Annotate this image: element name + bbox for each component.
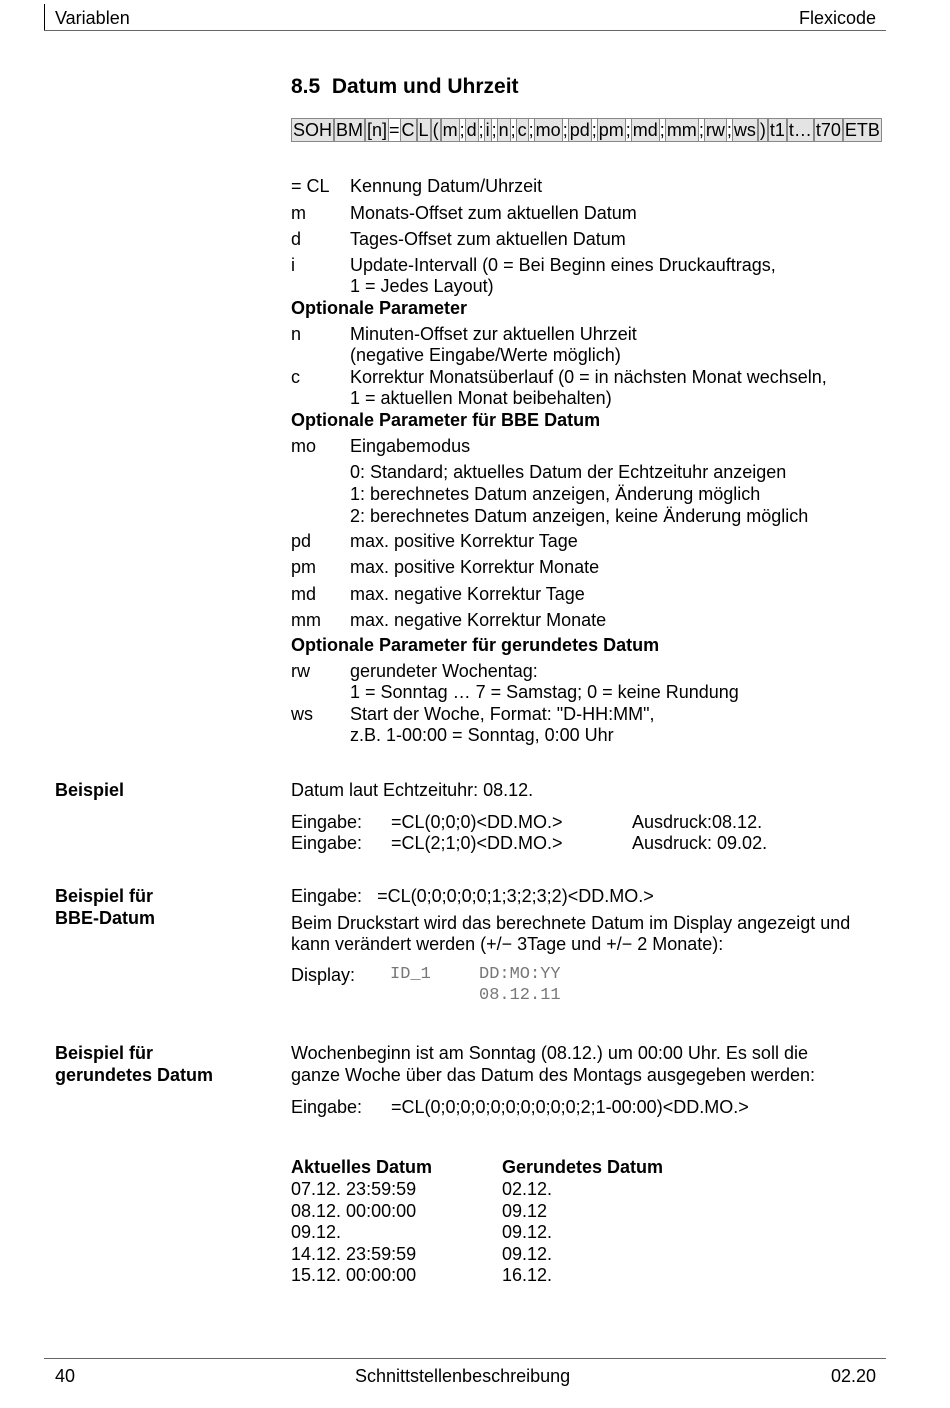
header-right: Flexicode bbox=[798, 8, 876, 28]
example-input-label: Eingabe: bbox=[291, 812, 363, 832]
example-input-code: =CL(2;1;0)<DD.MO.> bbox=[391, 833, 563, 853]
param-key: n bbox=[291, 324, 302, 344]
footer-date: 02.20 bbox=[830, 1366, 876, 1386]
table-cell-current: 08.12. 00:00:00 bbox=[291, 1200, 417, 1221]
syntax-token: BM bbox=[336, 120, 364, 140]
example-output: Ausdruck: 09.02. bbox=[632, 833, 768, 853]
param-heading: Optionale Parameter für BBE Datum bbox=[291, 410, 601, 430]
syntax-token: ; bbox=[625, 120, 631, 140]
syntax-token: ; bbox=[510, 120, 516, 140]
example-output: Ausdruck:08.12. bbox=[632, 812, 763, 832]
example-bbe-label: Beispiel für bbox=[55, 886, 154, 906]
param-key: i bbox=[291, 255, 295, 275]
example-bbe-input: Eingabe: =CL(0;0;0;0;0;1;3;2;3;2)<DD.MO.> bbox=[291, 886, 654, 906]
syntax-token: pd bbox=[569, 120, 590, 140]
syntax-token: = bbox=[389, 120, 400, 140]
table-cell-rounded: 02.12. bbox=[502, 1179, 553, 1199]
syntax-token: i bbox=[485, 120, 490, 140]
syntax-token: m bbox=[442, 120, 458, 140]
example-rounded-label-2: gerundetes Datum bbox=[55, 1065, 214, 1085]
display-value: 08.12.11 bbox=[479, 986, 561, 1005]
param-description-cont: (negative Eingabe/Werte möglich) bbox=[350, 345, 621, 365]
param-description-cont: z.B. 1-00:00 = Sonntag, 0:00 Uhr bbox=[350, 725, 614, 745]
example-label: Beispiel bbox=[55, 780, 125, 800]
header-left: Variablen bbox=[55, 8, 130, 28]
table-header-current: Aktuelles Datum bbox=[291, 1157, 433, 1177]
param-key: mm bbox=[291, 610, 321, 630]
footer-title: Schnittstellenbeschreibung bbox=[355, 1366, 571, 1386]
syntax-token: n bbox=[498, 120, 509, 140]
footer-divider bbox=[44, 1358, 886, 1359]
param-key: rw bbox=[291, 661, 310, 681]
example-rounded-text-2: ganze Woche über das Datum des Montags ausgegeben werden: bbox=[291, 1065, 816, 1085]
example-input-label: Eingabe: bbox=[291, 833, 363, 853]
param-description: max. positive Korrektur Tage bbox=[350, 531, 578, 551]
table-cell-rounded: 09.12 bbox=[502, 1200, 548, 1221]
syntax-token: [n] bbox=[367, 120, 388, 140]
syntax-token: ETB bbox=[844, 120, 880, 140]
param-description: Eingabemodus bbox=[350, 436, 471, 456]
syntax-token: L bbox=[418, 120, 429, 140]
example-rounded-input-code: =CL(0;0;0;0;0;0;0;0;0;0;2;1-00:00)<DD.MO.> bbox=[391, 1097, 749, 1117]
syntax-token: ; bbox=[726, 120, 732, 140]
display-label: Display: bbox=[291, 965, 356, 985]
syntax-token: pm bbox=[598, 120, 624, 140]
param-heading: Optionale Parameter bbox=[291, 298, 468, 318]
example-bbe-text: Beim Druckstart wird das berechnete Datum im Display angezeigt und bbox=[291, 913, 851, 933]
syntax-token: ws bbox=[733, 120, 756, 140]
page-number: 40 bbox=[55, 1366, 76, 1386]
example-bbe-text-2: kann verändert werden (+/− 3Tage und +/− 2 Monate): bbox=[291, 934, 724, 954]
param-description: Minuten-Offset zur aktuellen Uhrzeit bbox=[350, 324, 637, 344]
param-description: gerundeter Wochentag: bbox=[350, 661, 538, 681]
param-key: pm bbox=[291, 557, 317, 577]
example-rounded-input-label: Eingabe: bbox=[291, 1097, 363, 1117]
header-divider bbox=[44, 30, 886, 31]
table-cell-current: 07.12. 23:59:59 bbox=[291, 1179, 417, 1199]
example-rounded-text: Wochenbeginn ist am Sonntag (08.12.) um 00:00 Uhr. Es soll die bbox=[291, 1043, 808, 1063]
syntax-token: ; bbox=[459, 120, 465, 140]
syntax-token: rw bbox=[705, 120, 725, 140]
param-key: ws bbox=[291, 704, 313, 724]
syntax-token: ) bbox=[759, 120, 766, 140]
param-description: Update-Intervall (0 = Bei Beginn eines Druckauftrags, bbox=[350, 255, 776, 275]
syntax-token: d bbox=[466, 120, 477, 140]
example-bbe-label-2: BBE-Datum bbox=[55, 908, 156, 928]
example-intro: Datum laut Echtzeituhr: 08.12. bbox=[291, 780, 534, 800]
param-key: c bbox=[291, 367, 300, 387]
param-heading: Optionale Parameter für gerundetes Datum bbox=[291, 635, 660, 655]
table-cell-rounded: 09.12. bbox=[502, 1222, 553, 1242]
param-key: mo bbox=[291, 436, 317, 456]
syntax-token: C bbox=[401, 120, 415, 140]
param-description-cont: 1 = aktuellen Monat beibehalten) bbox=[350, 388, 612, 408]
syntax-token: ; bbox=[562, 120, 568, 140]
table-cell-current: 14.12. 23:59:59 bbox=[291, 1243, 417, 1264]
param-description: Monats-Offset zum aktuellen Datum bbox=[350, 203, 637, 223]
table-cell-rounded: 16.12. bbox=[502, 1265, 553, 1285]
param-description: 1: berechnetes Datum anzeigen, Änderung möglich bbox=[350, 484, 761, 504]
syntax-token: c bbox=[517, 120, 527, 140]
example-input-code: =CL(0;0;0)<DD.MO.> bbox=[391, 812, 563, 832]
syntax-token: t1 bbox=[769, 120, 785, 140]
param-description: Korrektur Monatsüberlauf (0 = in nächsten Monat wechseln, bbox=[350, 367, 827, 387]
syntax-token: ; bbox=[478, 120, 484, 140]
syntax-token: ; bbox=[528, 120, 534, 140]
table-cell-current: 09.12. bbox=[291, 1222, 342, 1242]
syntax-token: t… bbox=[788, 120, 812, 140]
param-key: pd bbox=[291, 531, 312, 551]
param-description: 0: Standard; aktuelles Datum der Echtzeituhr anzeigen bbox=[350, 462, 787, 482]
syntax-token: ; bbox=[491, 120, 497, 140]
syntax-token: ; bbox=[698, 120, 704, 140]
syntax-token: ; bbox=[659, 120, 665, 140]
display-format: DD:MO:YY bbox=[479, 965, 561, 984]
param-description: Kennung Datum/Uhrzeit bbox=[350, 176, 543, 196]
param-key: d bbox=[291, 229, 302, 249]
syntax-token: ; bbox=[591, 120, 597, 140]
table-header-rounded: Gerundetes Datum bbox=[502, 1157, 664, 1177]
header-marker bbox=[44, 4, 45, 30]
param-description: max. negative Korrektur Monate bbox=[350, 610, 607, 630]
section-title: 8.5 Datum und Uhrzeit bbox=[291, 75, 519, 98]
syntax-token: SOH bbox=[293, 120, 333, 140]
syntax-token: mm bbox=[666, 120, 697, 140]
param-description: max. negative Korrektur Tage bbox=[350, 584, 585, 604]
param-key: = CL bbox=[291, 176, 330, 196]
param-key: md bbox=[291, 584, 317, 604]
syntax-token: md bbox=[632, 120, 658, 140]
param-description: Tages-Offset zum aktuellen Datum bbox=[350, 229, 626, 249]
table-cell-rounded: 09.12. bbox=[502, 1243, 553, 1264]
param-description: Start der Woche, Format: "D-HH:MM", bbox=[350, 704, 655, 724]
syntax-token: ( bbox=[432, 120, 439, 140]
display-id: ID_1 bbox=[390, 965, 431, 984]
syntax-token: mo bbox=[535, 120, 561, 140]
syntax-token: t70 bbox=[815, 120, 841, 140]
table-cell-current: 15.12. 00:00:00 bbox=[291, 1265, 417, 1285]
param-description-cont: 1 = Jedes Layout) bbox=[350, 276, 494, 296]
param-key: m bbox=[291, 203, 306, 223]
example-rounded-label: Beispiel für bbox=[55, 1043, 154, 1063]
syntax-box bbox=[291, 118, 882, 142]
param-description-cont: 1 = Sonntag … 7 = Samstag; 0 = keine Rundung bbox=[350, 682, 739, 702]
param-description: max. positive Korrektur Monate bbox=[350, 557, 600, 577]
param-description: 2: berechnetes Datum anzeigen, keine Änderung möglich bbox=[350, 506, 809, 526]
